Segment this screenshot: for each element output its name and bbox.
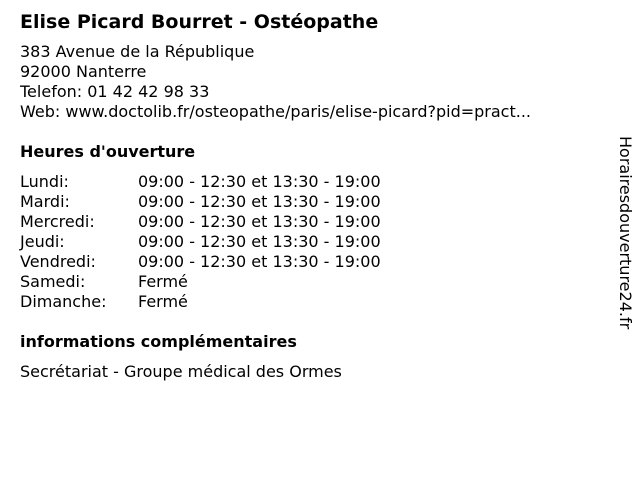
address-line-1: 383 Avenue de la République (20, 42, 255, 61)
hours-row-tuesday (20, 192, 600, 212)
day-hours: 09:00 - 12:30 et 13:30 - 19:00 (138, 232, 381, 251)
hours-row-sunday (20, 292, 600, 312)
day-label: Jeudi: (20, 232, 65, 251)
additional-info-heading: informations complémentaires (20, 332, 297, 351)
site-watermark-label: Horairesdouverture24.fr (616, 136, 635, 330)
day-hours: 09:00 - 12:30 et 13:30 - 19:00 (138, 212, 381, 231)
day-hours: Fermé (138, 292, 188, 311)
address-line-2: 92000 Nanterre (20, 62, 147, 81)
day-hours: 09:00 - 12:30 et 13:30 - 19:00 (138, 192, 381, 211)
hours-row-friday (20, 252, 600, 272)
business-name: Elise Picard Bourret - Ostéopathe (20, 11, 379, 33)
opening-hours-heading: Heures d'ouverture (20, 142, 196, 161)
day-hours: Fermé (138, 272, 188, 291)
day-label: Mercredi: (20, 212, 95, 231)
hours-row-monday (20, 172, 600, 192)
website-link[interactable]: Web: www.doctolib.fr/osteopathe/paris/elise-picard?pid=pract... (20, 102, 531, 121)
hours-row-thursday (20, 232, 600, 252)
day-label: Mardi: (20, 192, 70, 211)
phone-number[interactable]: Telefon: 01 42 42 98 33 (20, 82, 210, 101)
day-label: Vendredi: (20, 252, 96, 271)
opening-hours-table (20, 172, 600, 312)
additional-info-text: Secrétariat - Groupe médical des Ormes (20, 362, 342, 381)
day-label: Dimanche: (20, 292, 107, 311)
day-hours: 09:00 - 12:30 et 13:30 - 19:00 (138, 252, 381, 271)
day-label: Samedi: (20, 272, 86, 291)
business-card (20, 10, 600, 382)
hours-row-wednesday (20, 212, 600, 232)
day-label: Lundi: (20, 172, 69, 191)
day-hours: 09:00 - 12:30 et 13:30 - 19:00 (138, 172, 381, 191)
hours-row-saturday (20, 272, 600, 292)
